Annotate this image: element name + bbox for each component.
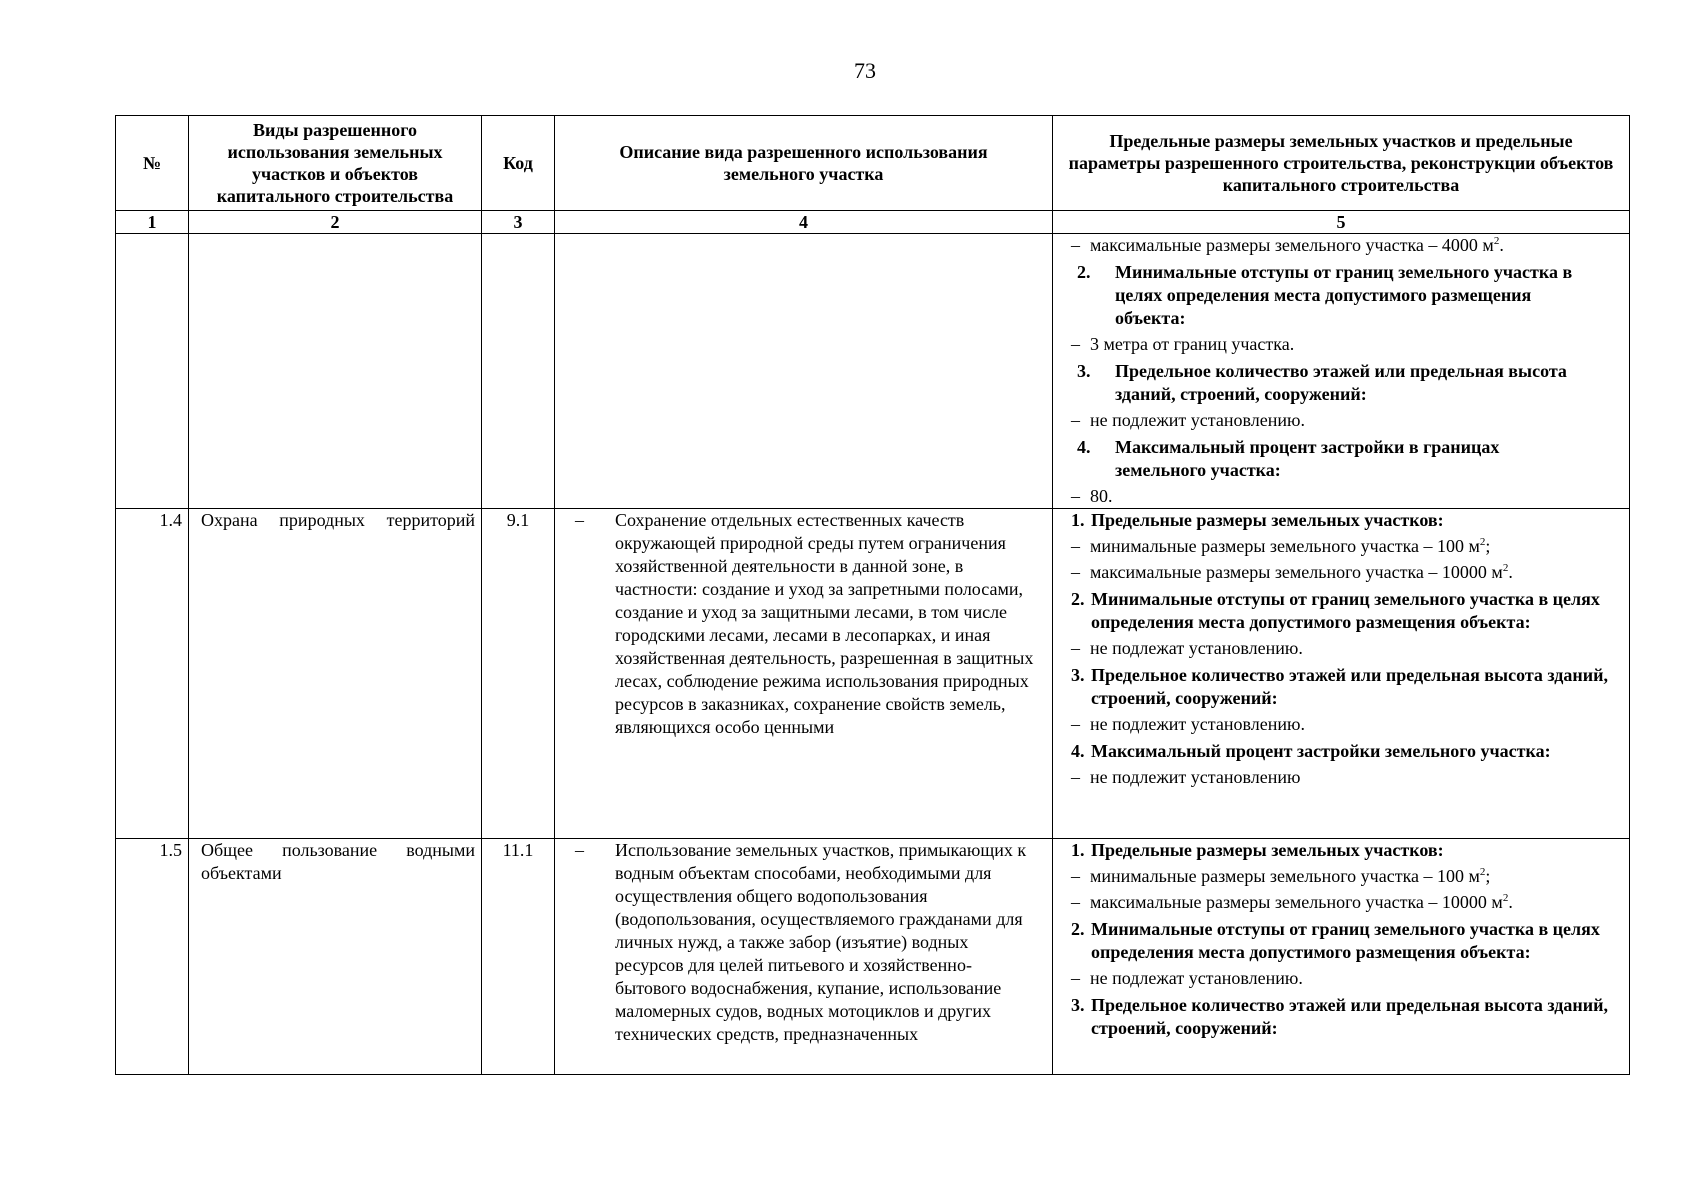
param-value-text: не подлежит установлению. (1090, 410, 1305, 430)
param-value (1071, 535, 1623, 558)
param-value (1071, 891, 1623, 914)
column-number-2: 2 (189, 211, 482, 234)
dash-bullet: – (1071, 968, 1080, 988)
row-parameters (1053, 234, 1630, 509)
row-parameters (1053, 509, 1630, 839)
heading-text: Максимальный процент застройки земельного участка: (1091, 741, 1551, 761)
page-number: 73 (854, 58, 876, 83)
dash-bullet: – (1071, 638, 1080, 658)
row-number: 1.5 (116, 839, 189, 1075)
param-value-text: 3 метра от границ участка. (1090, 334, 1295, 354)
header-parameters: Предельные размеры земельных участков и предельные параметры разрешенного строительства, реконструкции объектов капитального строительства (1053, 116, 1630, 211)
heading-text: Минимальные отступы от границ земельного участка в целях определения места допустимого размещения объекта: (1115, 262, 1573, 328)
dash-bullet: – (575, 840, 584, 860)
param-value (1071, 637, 1623, 660)
param-value-text: не подлежат установлению. (1090, 968, 1303, 988)
param-value (1071, 865, 1623, 888)
punctuation: . (1499, 235, 1504, 255)
heading-number: 2. (1077, 262, 1091, 282)
row-number: 1.4 (116, 509, 189, 839)
column-number-3: 3 (482, 211, 555, 234)
heading-number: 4. (1077, 437, 1091, 457)
heading-text: Предельное количество этажей или предельная высота зданий, строений, сооружений: (1091, 995, 1609, 1038)
heading-number: 3. (1071, 665, 1085, 685)
param-value (1071, 409, 1623, 432)
param-value (1071, 967, 1623, 990)
dash-bullet: – (1071, 714, 1080, 734)
param-heading (1071, 261, 1623, 330)
heading-number: 2. (1071, 589, 1085, 609)
min-size-text: минимальные размеры земельного участка – 100 м (1090, 536, 1480, 556)
dash-bullet: – (1071, 334, 1080, 354)
heading-text: Минимальные отступы от границ земельного участка в целях определения места допустимого размещения объекта: (1091, 589, 1600, 632)
column-number-5: 5 (1053, 211, 1630, 234)
square-superscript: 2 (1493, 235, 1500, 247)
table-row (116, 839, 1630, 1075)
header-description: Описание вида разрешенного использования земельного участка (555, 116, 1053, 211)
heading-text: Минимальные отступы от границ земельного участка в целях определения места допустимого размещения объекта: (1091, 919, 1600, 962)
heading-number: 3. (1071, 995, 1085, 1015)
punctuation: . (1508, 892, 1513, 912)
row-description (555, 509, 1053, 839)
param-heading (1071, 509, 1623, 532)
row-use-type (189, 234, 482, 509)
square-superscript: 2 (1479, 866, 1486, 878)
table-row (116, 234, 1630, 509)
row-description (555, 839, 1053, 1075)
dash-bullet: – (1071, 410, 1080, 430)
max-size-text: максимальные размеры земельного участка – 10000 м (1090, 892, 1503, 912)
heading-number: 1. (1071, 840, 1085, 860)
param-heading (1071, 918, 1623, 964)
dash-bullet: – (1071, 767, 1080, 787)
max-size-text: максимальные размеры земельного участка – 10000 м (1090, 562, 1503, 582)
table-row (116, 509, 1630, 839)
max-size-text: максимальные размеры земельного участка – 4000 м (1090, 235, 1494, 255)
punctuation: ; (1485, 866, 1491, 886)
table-header-row (116, 116, 1630, 211)
row-use-type: Охрана природных территорий (189, 509, 482, 839)
dash-bullet: – (1071, 562, 1080, 582)
dash-bullet: – (575, 510, 584, 530)
header-use-type: Виды разрешенного использования земельных участков и объектов капитального строительства (189, 116, 482, 211)
punctuation: ; (1485, 536, 1491, 556)
land-use-table (115, 115, 1630, 1075)
row-code (482, 234, 555, 509)
row-parameters (1053, 839, 1630, 1075)
row-use-type: Общее пользование водными объектами (189, 839, 482, 1075)
dash-bullet: – (1071, 892, 1080, 912)
param-heading (1071, 839, 1623, 862)
row-code: 9.1 (482, 509, 555, 839)
description-text: Использование земельных участков, примыкающих к водным объектам способами, необходимыми для осуществления общего водопользования (водопользования, осуществляемого гражданами для личных нужд, а также забор (изъятие) водных ресурсов для целей питьевого и хозяйственно-бытового водоснабжения, купание, использование маломерных судов, водных мотоциклов и других технических средств, предназначенных (615, 840, 1027, 1044)
param-value (1071, 234, 1623, 257)
min-size-text: минимальные размеры земельного участка – 100 м (1090, 866, 1480, 886)
square-superscript: 2 (1502, 562, 1509, 574)
heading-text: Предельные размеры земельных участков: (1091, 840, 1444, 860)
header-code: Код (482, 116, 555, 211)
dash-bullet: – (1071, 866, 1080, 886)
heading-number: 1. (1071, 510, 1085, 530)
param-value-text: не подлежит установлению (1090, 767, 1301, 787)
column-number-row (116, 211, 1630, 234)
param-value (1071, 485, 1623, 508)
param-value (1071, 333, 1623, 356)
punctuation: . (1508, 562, 1513, 582)
heading-text: Предельное количество этажей или предельная высота зданий, строений, сооружений: (1091, 665, 1609, 708)
header-number: № (116, 116, 189, 211)
param-value-text: 80. (1090, 486, 1113, 506)
param-heading (1071, 664, 1623, 710)
param-value (1071, 561, 1623, 584)
param-value (1071, 713, 1623, 736)
param-value (1071, 766, 1623, 789)
column-number-4: 4 (555, 211, 1053, 234)
square-superscript: 2 (1502, 892, 1509, 904)
param-heading (1071, 588, 1623, 634)
heading-text: Максимальный процент застройки в границах земельного участка: (1115, 437, 1500, 480)
row-number (116, 234, 189, 509)
row-code: 11.1 (482, 839, 555, 1075)
description-text: Сохранение отдельных естественных качеств окружающей природной среды путем ограничения хозяйственной деятельности в данной зоне, в частности: создание и уход за запретными полосами, создание и уход за защитными лесами, в том числе городскими лесами, лесами в лесопарках, и иная хозяйственная деятельность, разрешенная в защитных лесах, соблюдение режима использования природных ресурсов в заказниках, сохранение свойств земель, являющихся особо ценными (615, 510, 1034, 737)
row-description (555, 234, 1053, 509)
column-number-1: 1 (116, 211, 189, 234)
heading-number: 4. (1071, 741, 1085, 761)
param-heading (1071, 994, 1623, 1040)
param-heading (1071, 360, 1623, 406)
dash-bullet: – (1071, 486, 1080, 506)
param-heading (1071, 436, 1623, 482)
heading-text: Предельное количество этажей или предельная высота зданий, строений, сооружений: (1115, 361, 1567, 404)
dash-bullet: – (1071, 536, 1080, 556)
param-value-text: не подлежат установлению. (1090, 638, 1303, 658)
heading-text: Предельные размеры земельных участков: (1091, 510, 1444, 530)
heading-number: 3. (1077, 361, 1091, 381)
square-superscript: 2 (1479, 536, 1486, 548)
dash-bullet: – (1071, 235, 1080, 255)
heading-number: 2. (1071, 919, 1085, 939)
param-value-text: не подлежит установлению. (1090, 714, 1305, 734)
param-heading (1071, 740, 1623, 763)
